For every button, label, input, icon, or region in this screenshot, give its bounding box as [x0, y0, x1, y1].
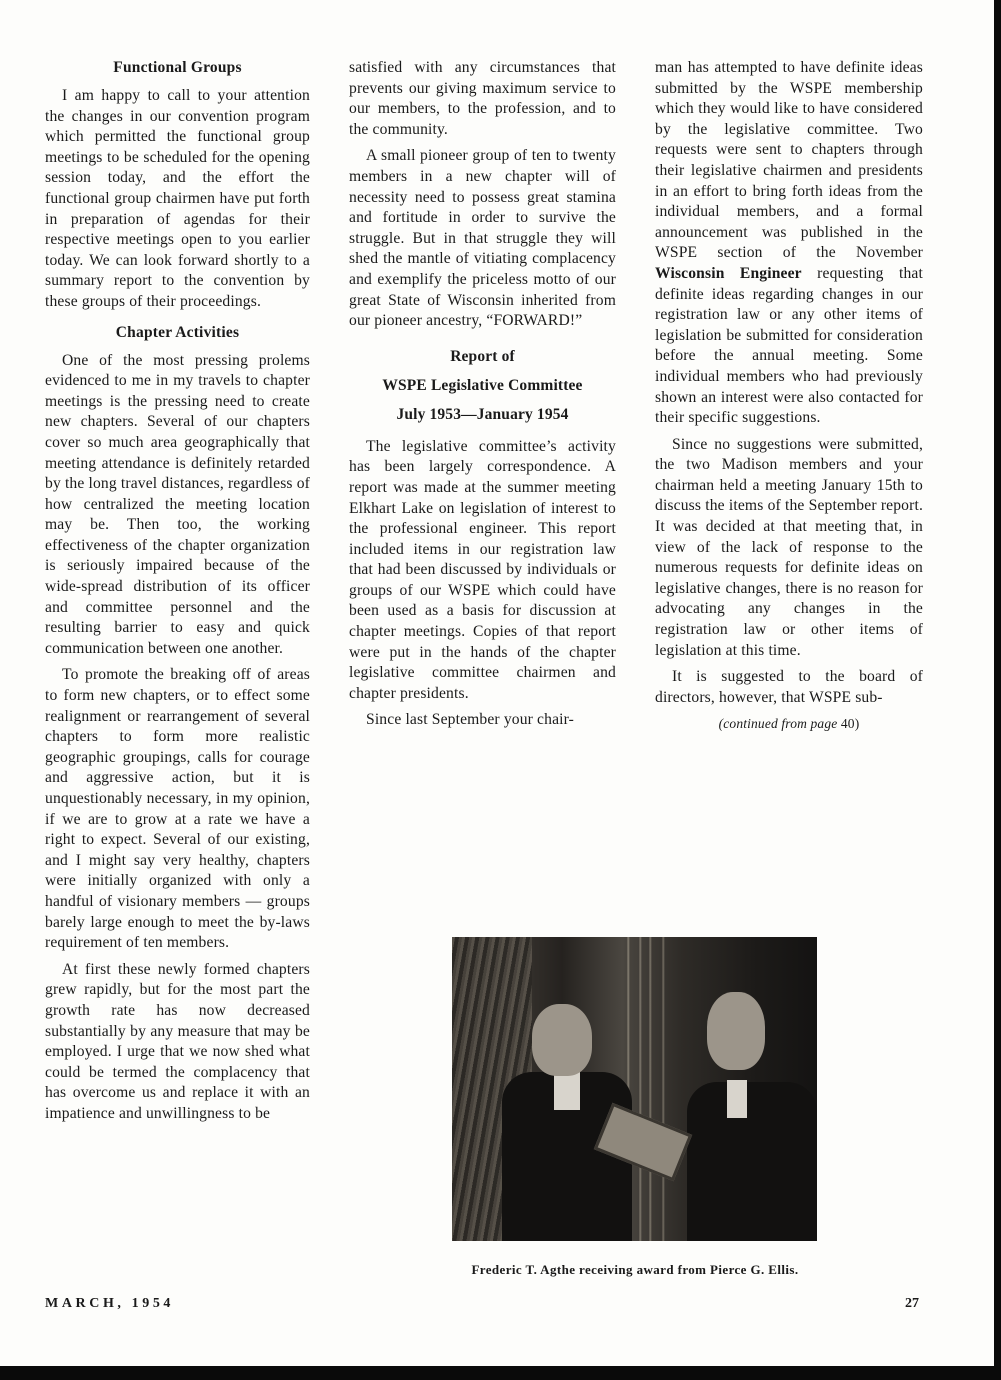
paragraph-text: requesting that definite ideas regarding changes in our registration law or any other items of legislation be submitted for consideration before the annual meeting. Some individual members who had previously shown an interest were also contacted for their specific suggestions.: [655, 264, 923, 427]
paragraph: [655, 58, 923, 429]
publication-name: Wisconsin Engineer: [655, 264, 802, 282]
award-photo: [452, 937, 817, 1241]
report-heading-line2: WSPE Legislative Committee: [382, 376, 583, 394]
paragraph: A small pioneer group of ten to twenty members in a new chapter will of necessity need to possess great stamina and fortitude in order to survive the struggle. But in that struggle they will shed the mantle of vitiating complacency and exemplify the priceless motto of our great State of Wisconsin inherited from our pioneer ancestry, “FORWARD!”: [349, 147, 616, 330]
paragraph: The legislative committee’s activity has been largely correspondence. A report was made at the summer meeting Elkhart Lake on legislation of interest to the professional engineer. This report included items in our registration law that had been discussed by individuals or groups of our WSPE which could have been used as a basis for discussion at chapter meetings. Copies of that report were put in the hands of the chapter legislative committee chairmen and chapter presidents.: [349, 437, 616, 702]
page-number: 27: [905, 1296, 919, 1311]
column-3: [655, 58, 923, 735]
paragraph: To promote the breaking off of areas to form new chapters, or to effect some realignment or rearrangement of several chapters to form more realistic geographic groupings, calls for courage and aggressive action, but it is unquestionably necessary, in my opinion, if we are to grow at a rate we have a right to expect. Several of our existing, and I might say very healthy, chapters were initially organized with only a handful of visionary members — groups barely large enough to meet the by-laws requirement of ten members.: [45, 666, 310, 952]
continued-page-link[interactable]: 40): [840, 716, 860, 732]
report-heading-line3: July 1953—January 1954: [396, 405, 569, 423]
paragraph: Since last September your chair-: [366, 711, 575, 729]
column-1: [45, 58, 310, 1131]
paragraph: Since no suggestions were submitted, the two Madison members and your chairman held a meeting January 15th to discuss the items of the September report. It was decided at that meeting that, in view of the lack of response to the numerous requests for definite ideas on legislative changes, there is no reason for advocating any changes in the registration law or other items of legislation at this time.: [655, 435, 923, 659]
paragraph: It is suggested to the board of directors, however, that WSPE sub-: [655, 668, 923, 706]
heading-chapter-activities: Chapter Activities: [115, 323, 240, 341]
paragraph: satisfied with any circumstances that prevents our giving maximum service to our members, to the profession, and to the community.: [349, 59, 616, 138]
paragraph-text: man has attempted to have definite ideas submitted by the WSPE membership which they would like to have considered by the legislative committee. Two requests were sent to chapters through their legislative chairmen and presidents in an effort to bring forth ideas from the individual members, and a formal announcement was published in the WSPE section of the November: [655, 59, 923, 262]
continued-note: [655, 714, 923, 735]
paragraph: One of the most pressing prolems evidenced to me in my travels to chapter meetings is the pressing need to create new chapters. Several of our chapters cover so much area geographically that meeting attendance is definitely retarded by the long travel distances, regardless of how centralized the meeting location may be. Then too, the working effectiveness of the chapter organization is seriously impaired because of the wide-spread distribution of its officer and committee personnel and the resulting barrier to easy and quick communication between one another.: [45, 351, 310, 657]
paragraph: At first these newly formed chapters grew rapidly, but for the most part the growth rate has now decreased substantially by any measure that may be employed. I urge that we now shed what could be termed the complacency that has overcome us and replace it with an impatience and unwillingness to be: [45, 960, 310, 1122]
column-2: [349, 58, 616, 737]
paragraph: I am happy to call to your attention the changes in our convention program which permitted the functional group meetings to be scheduled for the opening session today, and the effort the functional group chairmen have put forth in preparation of agendas for their respective meetings open to you earlier today. We can look forward shortly to a summary report to the convention by these groups of their proceedings.: [45, 87, 310, 310]
person-right: [677, 982, 817, 1241]
photo-caption: Frederic T. Agthe receiving award from Pierce G. Ellis.: [471, 1262, 799, 1277]
heading-functional-groups: Functional Groups: [113, 59, 242, 76]
report-heading-line1: Report of: [450, 347, 515, 365]
continued-text: (continued from page: [718, 716, 838, 732]
report-heading: [349, 342, 616, 429]
issue-date: MARCH, 1954: [45, 1296, 175, 1311]
